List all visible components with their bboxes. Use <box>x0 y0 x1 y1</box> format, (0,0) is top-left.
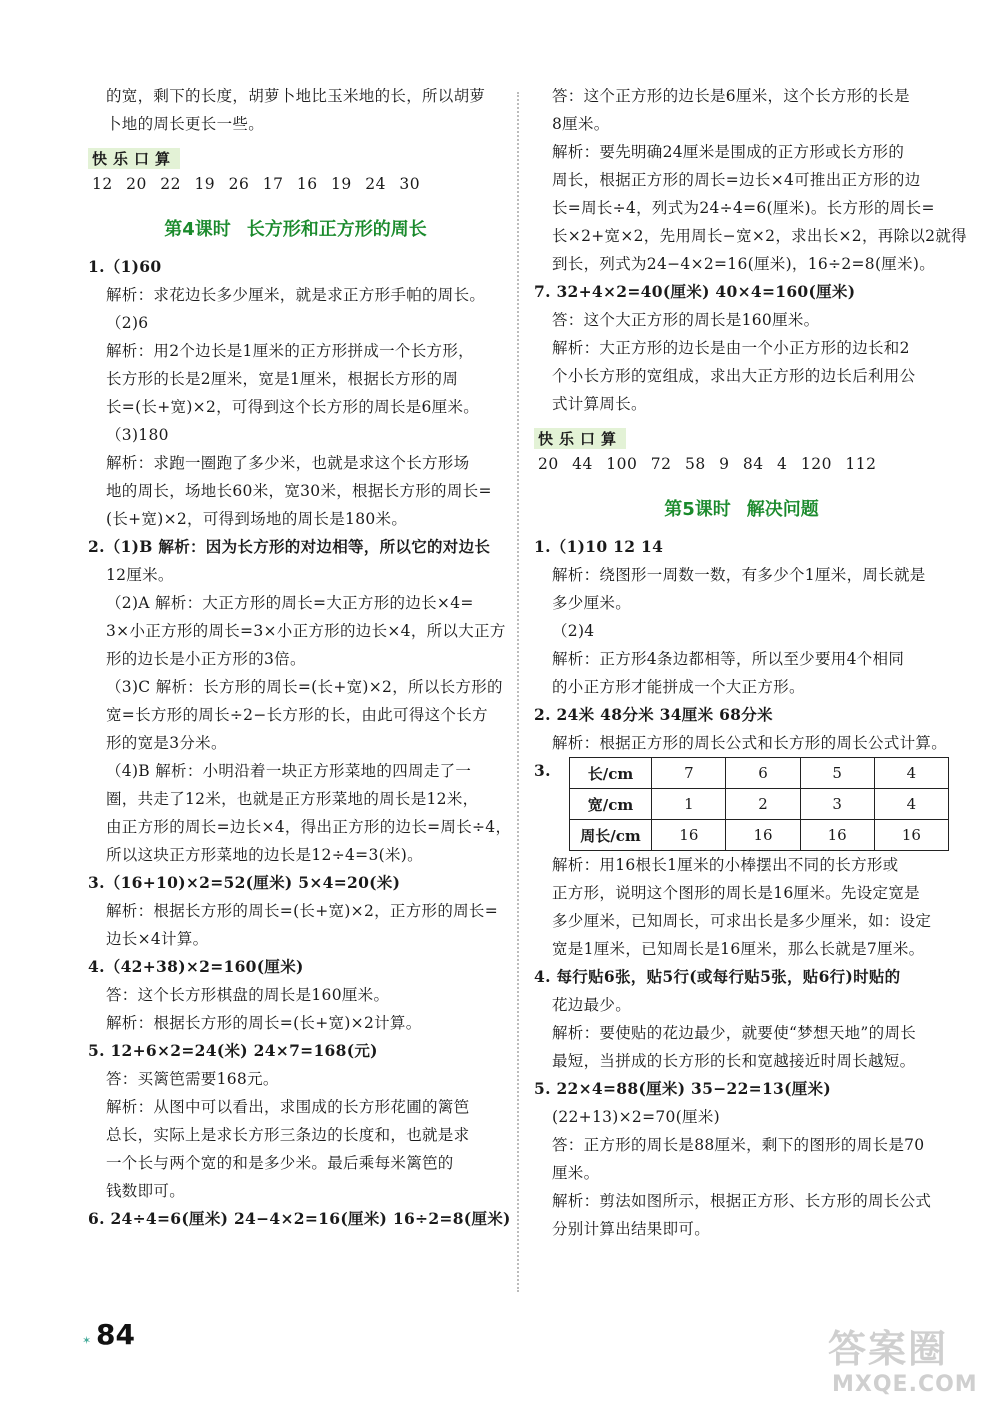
analysis-line: 由正方形的周长=边长×4，得出正方形的边长=周长÷4， <box>106 818 512 836</box>
analysis-line: 最短，当拼成的长方形的长和宽越接近时周长越短。 <box>552 1052 916 1070</box>
analysis-line: 解析：根据长方形的周长=(长+宽)×2，正方形的周长= <box>106 902 499 920</box>
analysis-line: 长=(长+宽)×2，可得到这个长方形的周长是6厘米。 <box>106 398 480 416</box>
lesson-number: 第4课时 <box>164 219 231 240</box>
analysis-line: (长+宽)×2，可得到场地的周长是180米。 <box>106 510 408 528</box>
watermark-logo: 答案圈 <box>828 1327 949 1371</box>
analysis-line: 宽=长方形的周长÷2−长方形的长，由此可得这个长方 <box>106 706 488 724</box>
table-row <box>569 789 948 820</box>
analysis-line: 解析：用16根长1厘米的小棒摆出不同的长方形或 <box>552 856 899 874</box>
analysis-line: 到长，列式为24−4×2=16(厘米)，16÷2=8(厘米)。 <box>552 255 936 273</box>
analysis-line: 解析：用2个边长是1厘米的正方形拼成一个长方形， <box>106 342 474 360</box>
analysis-line: 解析：求花边长多少厘米，就是求正方形手帕的周长。 <box>106 286 486 304</box>
lesson-5-heading <box>534 495 949 521</box>
answer-line: （2)A 解析：大正方形的周长=大正方形的边长×4= <box>106 594 474 612</box>
analysis-line: 解析：剪法如图所示，根据正方形、长方形的周长公式 <box>552 1192 932 1210</box>
analysis-line: 长方形的长是2厘米，宽是1厘米，根据长方形的周 <box>106 370 459 388</box>
table-cell: 2 <box>726 789 800 820</box>
table-cell: 6 <box>726 758 800 789</box>
analysis-line: 3×小正方形的周长=3×小正方形的边长×4，所以大正方 <box>106 622 506 640</box>
table-header-cell: 长/cm <box>569 758 651 789</box>
perimeter-table <box>569 757 949 851</box>
table-cell: 16 <box>800 820 874 851</box>
answer-line: 6. 24÷4=6(厘米) 24−4×2=16(厘米) 16÷2=8(厘米) <box>88 1209 511 1228</box>
analysis-line: 12厘米。 <box>106 566 174 584</box>
analysis-line: 解析：根据长方形的周长=(长+宽)×2计算。 <box>106 1014 422 1032</box>
lesson-4-heading <box>88 215 503 241</box>
kuaile-kousuan-heading: 快乐口算 <box>88 148 180 169</box>
analysis-line: 解析：根据正方形的周长公式和长方形的周长公式计算。 <box>552 734 948 752</box>
analysis-line: 解析：绕图形一周数一数，有多少个1厘米，周长就是 <box>552 566 926 584</box>
answer-line: 厘米。 <box>552 1164 600 1182</box>
intro-line: 的宽，剩下的长度，胡萝卜地比玉米地的长，所以胡萝 <box>106 87 486 105</box>
table-cell: 16 <box>874 820 948 851</box>
analysis-line: 多少厘米，已知周长，可求出长是多少厘米，如：设定 <box>552 912 932 930</box>
analysis-line: 长=周长÷4，列式为24÷4=6(厘米)。长方形的周长= <box>552 199 935 217</box>
answer-line: 1.（1)10 12 14 <box>534 537 664 556</box>
analysis-line: 形的边长是小正方形的3倍。 <box>106 650 306 668</box>
analysis-line: 解析：要使贴的花边最少，就要使“梦想天地”的周长 <box>552 1024 917 1042</box>
table-row <box>569 758 948 789</box>
question-3-table-row <box>534 757 949 851</box>
answer-line: （2)4 <box>552 622 595 640</box>
table-row <box>569 820 948 851</box>
table-cell: 16 <box>726 820 800 851</box>
analysis-line: 解析：从图中可以看出，求围成的长方形花圃的篱笆 <box>106 1098 470 1116</box>
answer-line: 答：这个长方形棋盘的周长是160厘米。 <box>106 986 390 1004</box>
answer-line: （4)B 解析：小明沿着一块正方形菜地的四周走了一 <box>106 762 472 780</box>
answer-line: 答：买篱笆需要168元。 <box>106 1070 279 1088</box>
answer-line: 4.（42+38)×2=160(厘米) <box>88 957 304 976</box>
analysis-line: 解析：大正方形的边长是由一个小正方形的边长和2 <box>552 339 910 357</box>
answer-line: 7. 32+4×2=40(厘米) 40×4=160(厘米) <box>534 282 856 301</box>
column-divider <box>517 92 519 1292</box>
answer-line: 2. 24米 48分米 34厘米 68分米 <box>534 705 773 724</box>
analysis-line: 圈，共走了12米，也就是正方形菜地的周长是12米， <box>106 790 479 808</box>
answer-line: 8厘米。 <box>552 115 610 133</box>
analysis-line: 解析：要先明确24厘米是围成的正方形或长方形的 <box>552 143 905 161</box>
table-cell: 7 <box>652 758 726 789</box>
lesson-number: 第5课时 <box>664 499 731 520</box>
analysis-line: 正方形，说明这个图形的周长是16厘米。先设定宽是 <box>552 884 920 902</box>
kuaile-kousuan-numbers: 12 20 22 19 26 17 16 19 24 30 <box>92 175 421 193</box>
table-cell: 4 <box>874 758 948 789</box>
answer-line: 1.（1)60 <box>88 257 162 276</box>
answer-line: 答：这个大正方形的周长是160厘米。 <box>552 311 820 329</box>
answer-line: 花边最少。 <box>552 996 632 1014</box>
answer-line: 4. 每行贴6张，贴5行(或每行贴5张，贴6行)时贴的 <box>534 967 901 986</box>
intro-line: 卜地的周长更长一些。 <box>106 115 265 133</box>
analysis-line: 钱数即可。 <box>106 1182 186 1200</box>
answer-line: 5. 22×4=88(厘米) 35−22=13(厘米) <box>534 1079 831 1098</box>
table-cell: 4 <box>874 789 948 820</box>
kuaile-kousuan-heading: 快乐口算 <box>534 428 626 449</box>
watermark-site: MXQE.COM <box>832 1372 978 1397</box>
answer-line: 答：正方形的周长是88厘米，剩下的图形的周长是70 <box>552 1136 925 1154</box>
table-cell: 1 <box>652 789 726 820</box>
analysis-line: 个小长方形的宽组成，求出大正方形的边长后利用公 <box>552 367 916 385</box>
analysis-line: 形的宽是3分米。 <box>106 734 227 752</box>
analysis-line: 分别计算出结果即可。 <box>552 1220 711 1238</box>
analysis-line: 总长，实际上是求长方形三条边的长度和，也就是求 <box>106 1126 470 1144</box>
table-cell: 16 <box>652 820 726 851</box>
right-column <box>534 82 967 1243</box>
analysis-line: 的小正方形才能拼成一个大正方形。 <box>552 678 805 696</box>
kuaile-kousuan-numbers: 20 44 100 72 58 9 84 4 120 112 <box>538 455 877 473</box>
lesson-title: 解决问题 <box>746 499 819 520</box>
answer-line: (22+13)×2=70(厘米) <box>552 1108 720 1126</box>
left-column <box>88 82 512 1233</box>
analysis-line: 多少厘米。 <box>552 594 632 612</box>
analysis-line: 宽是1厘米，已知周长是16厘米，那么长就是7厘米。 <box>552 940 925 958</box>
table-cell: 5 <box>800 758 874 789</box>
table-header-cell: 宽/cm <box>569 789 651 820</box>
analysis-line: 解析：求跑一圈跑了多少米，也就是求这个长方形场 <box>106 454 470 472</box>
answer-line: （3)C 解析：长方形的周长=(长+宽)×2，所以长方形的 <box>106 678 503 696</box>
table-cell: 3 <box>800 789 874 820</box>
answer-line: （2)6 <box>106 314 149 332</box>
star-icon: ✶ <box>82 1334 92 1347</box>
answer-line: 3.（16+10)×2=52(厘米) 5×4=20(米) <box>88 873 401 892</box>
analysis-line: 式计算周长。 <box>552 395 647 413</box>
analysis-line: 地的周长，场地长60米，宽30米，根据长方形的周长= <box>106 482 492 500</box>
table-header-cell: 周长/cm <box>569 820 651 851</box>
page-number: 84 <box>96 1318 135 1351</box>
analysis-line: 边长×4计算。 <box>106 930 209 948</box>
answer-line: （3)180 <box>106 426 169 444</box>
analysis-line: 所以这块正方形菜地的边长是12÷4=3(米)。 <box>106 846 423 864</box>
lesson-title: 长方形和正方形的周长 <box>246 219 427 240</box>
analysis-line: 一个长与两个宽的和是多少米。最后乘每米篱笆的 <box>106 1154 454 1172</box>
answer-line: 5. 12+6×2=24(米) 24×7=168(元) <box>88 1041 378 1060</box>
analysis-line: 解析：正方形4条边都相等，所以至少要用4个相同 <box>552 650 905 668</box>
answer-line: 答：这个正方形的边长是6厘米，这个长方形的长是 <box>552 87 910 105</box>
analysis-line: 长×2+宽×2，先用周长−宽×2，求出长×2，再除以2就得 <box>552 227 967 245</box>
answer-line: 2.（1)B 解析：因为长方形的对边相等，所以它的对边长 <box>88 537 491 556</box>
analysis-line: 周长，根据正方形的周长=边长×4可推出正方形的边 <box>552 171 921 189</box>
question-number: 3. <box>534 761 551 780</box>
